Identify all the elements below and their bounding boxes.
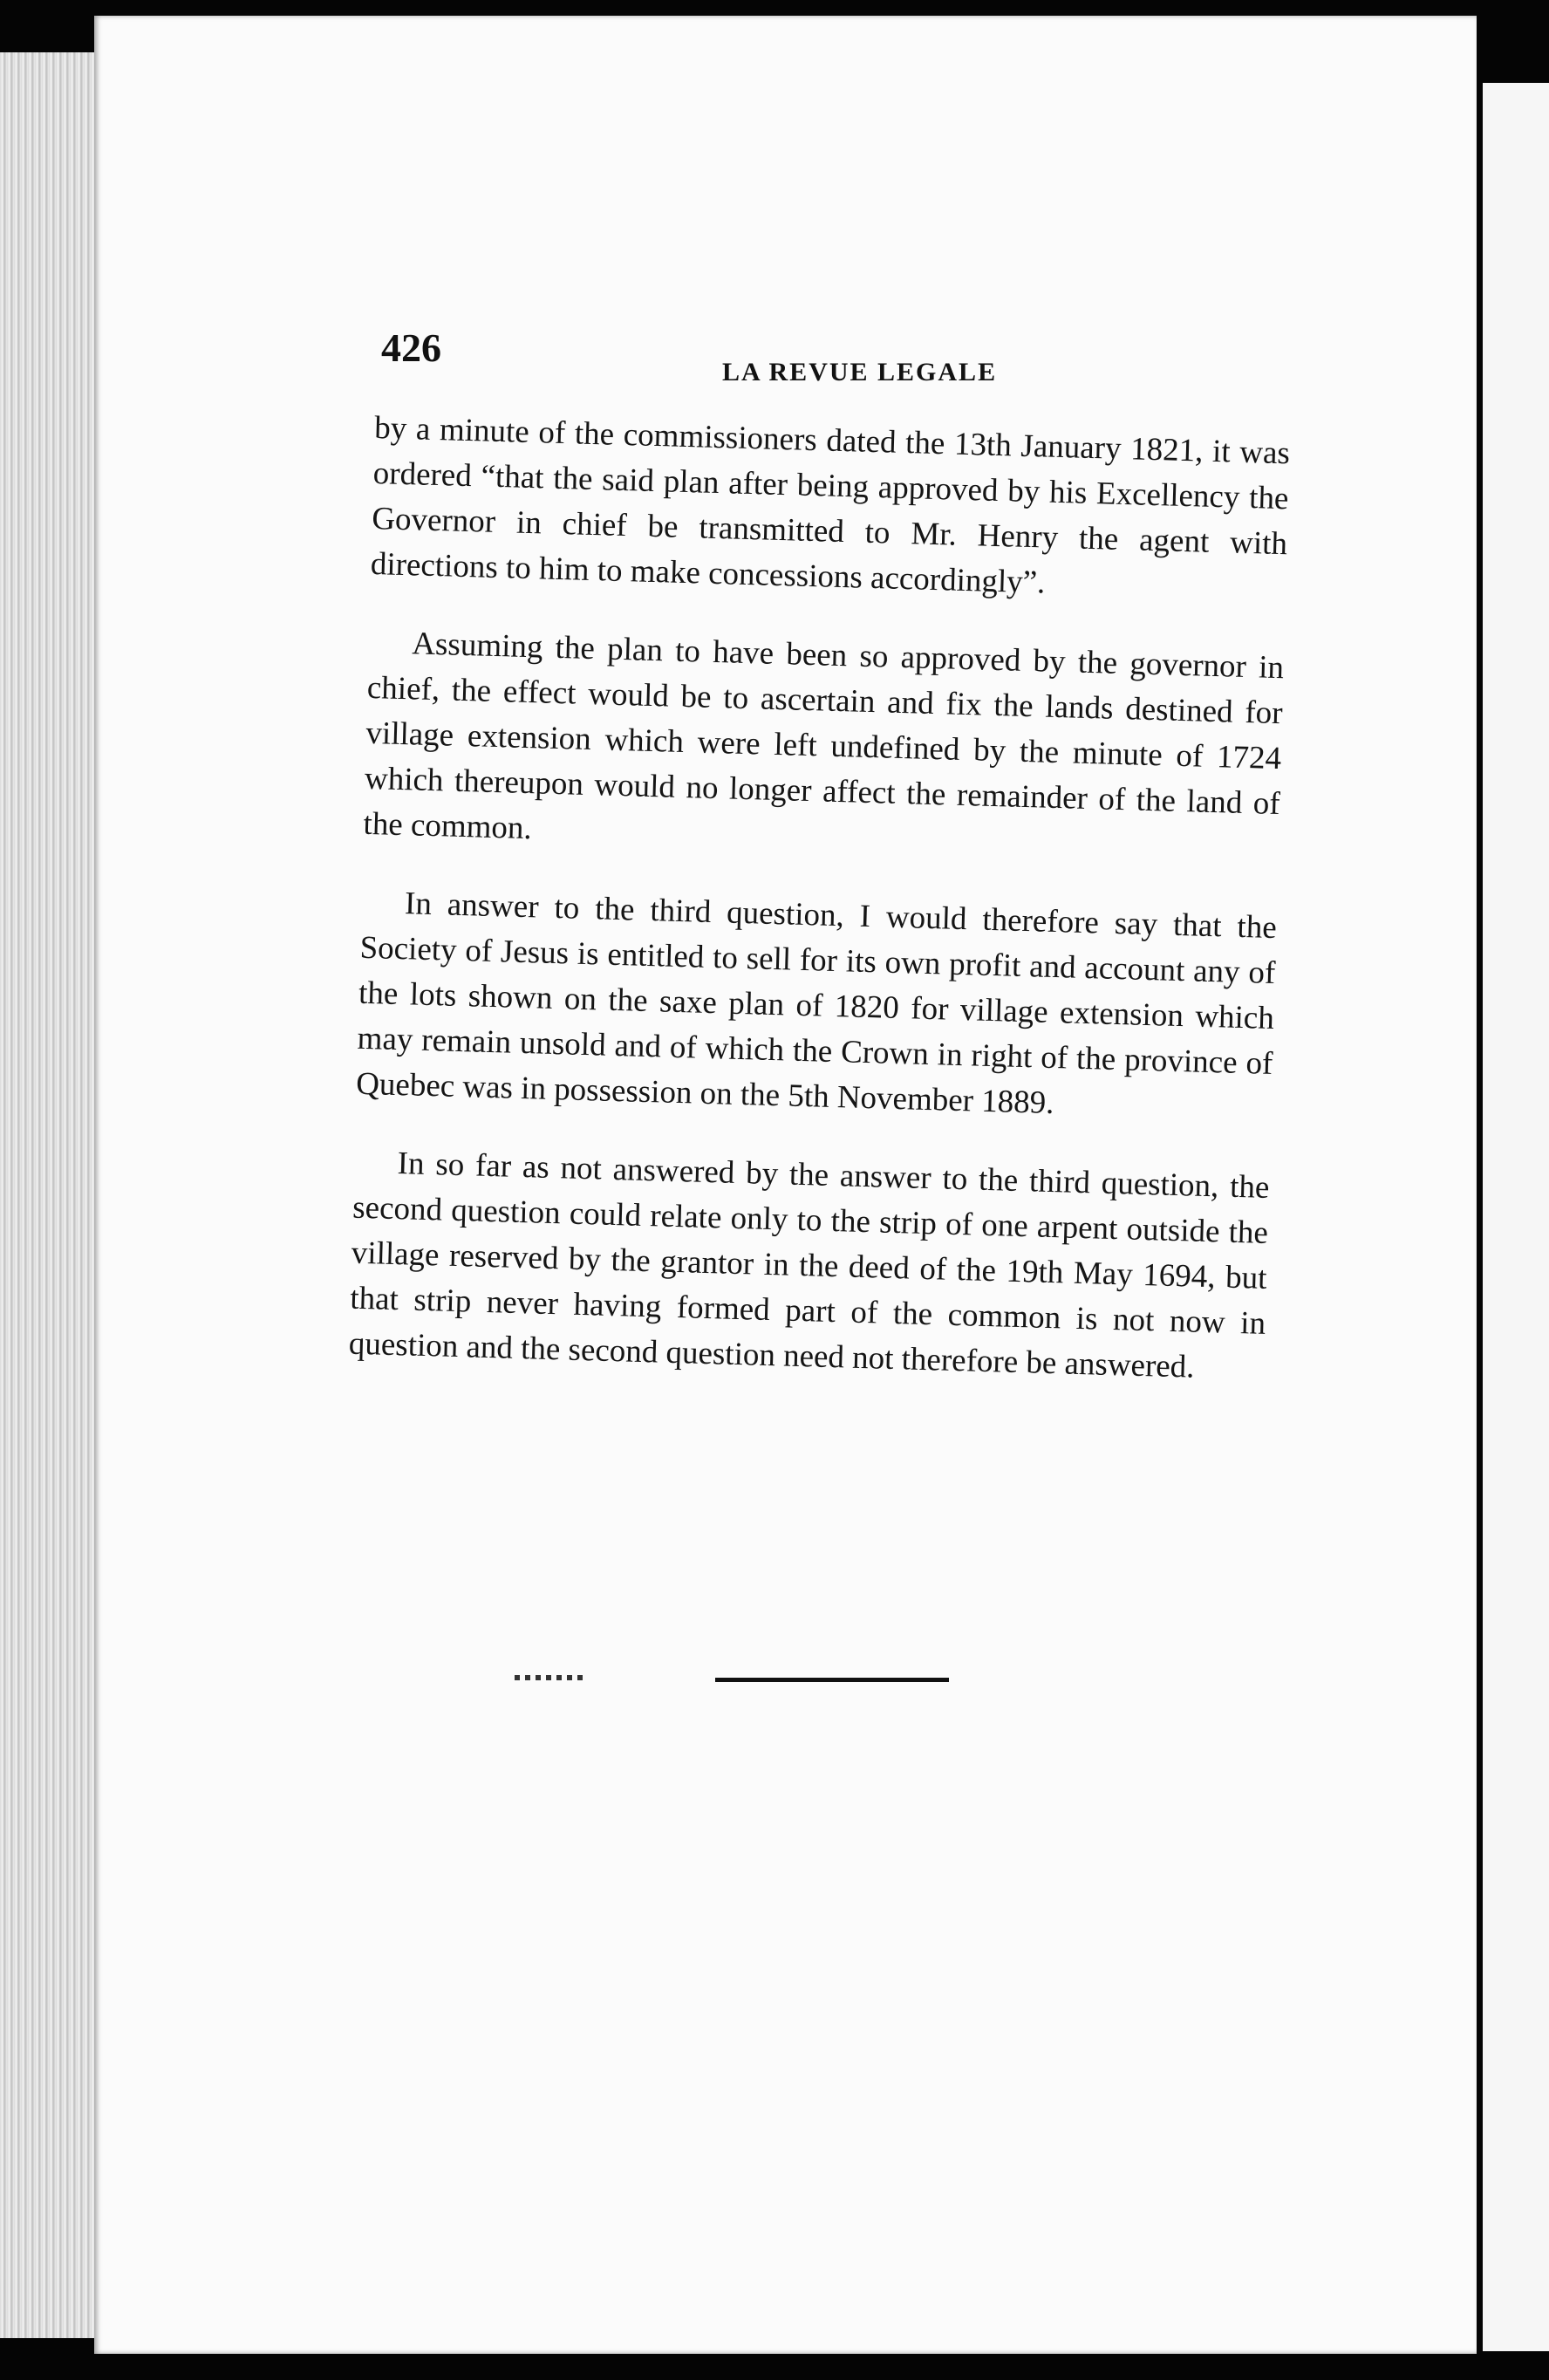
ink-smudge: [515, 1675, 588, 1680]
stacked-page-edges: [0, 52, 105, 2338]
paragraph-2: Assuming the plan to have been so approved by the governor in chief, the effect would be to ascertain and fix the lands destined for village extension which were left undefined by the minute of 1724 which thereupon would no longer affect the remainder of the land of the common.: [363, 626, 1285, 847]
paragraph-4: In so far as not answered by the answer to the third question, the second question could relate only to the strip of one arpent outside the village reserved by the grantor in the deed of the 19th May 1694, but that strip never having formed part of the common is not now in question and the second question need not therefore be answered.: [348, 1146, 1270, 1385]
body-text: [347, 406, 1290, 1426]
paragraph-1: by a minute of the commissioners dated the 13th January 1821, it was ordered “that the said plan after being approved by his Excellency the Governor in chief be transmitted to Mr. Henry the agent with directions to him to make concessions accordingly”.: [370, 409, 1291, 601]
paragraph-3: In answer to the third question, I would therefore say that the Society of Jesus is entitled to sell for its own profit and account any of the lots shown on the saxe plan of 1820 for village extension which may remain unsold and of which the Crown in right of the province of Quebec was in possession on the 5th November 1889.: [355, 886, 1278, 1122]
page-number: 426: [381, 325, 441, 370]
running-head: LA REVUE LEGALE: [722, 358, 998, 386]
adjacent-page-edge: [1483, 83, 1549, 2351]
closing-rule: [715, 1678, 949, 1682]
